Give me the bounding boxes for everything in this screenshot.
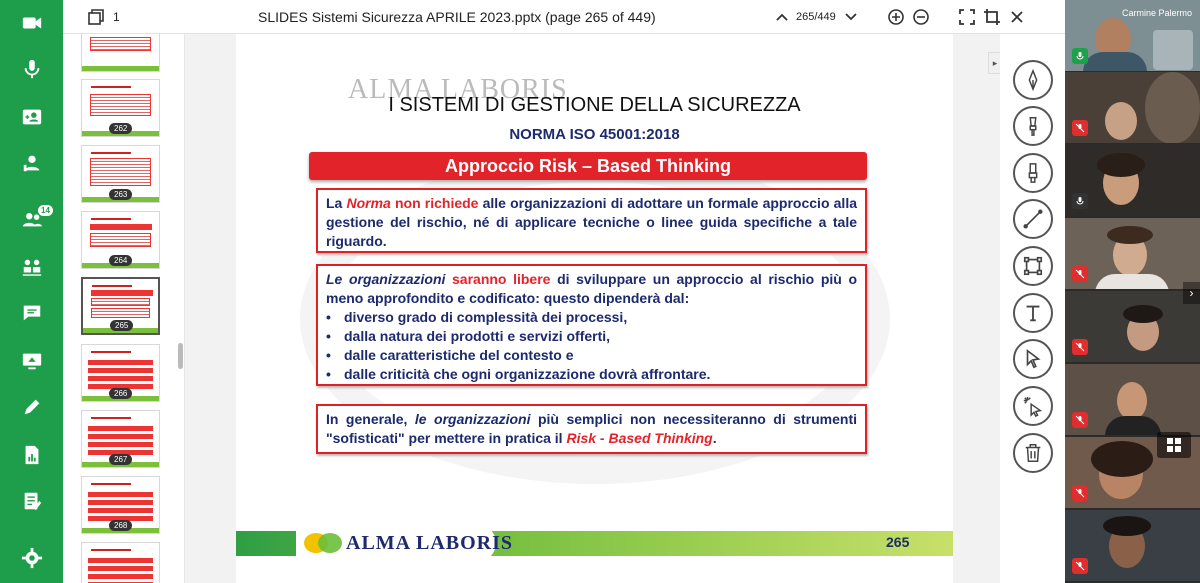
bullet-item: • dalle criticità che ogni organizzazione dovrà affrontare. [326, 366, 711, 382]
brush-tool-icon[interactable] [1013, 106, 1053, 146]
slide-footer-logo-text: ALMA LABORIS [346, 532, 514, 554]
pointer-tool-icon[interactable] [1013, 339, 1053, 379]
thumbnail-number: 263 [109, 189, 132, 200]
participant-tile[interactable] [1065, 510, 1200, 581]
thumbnails-scrollbar[interactable] [178, 343, 183, 369]
slide-thumbnail[interactable] [81, 410, 160, 468]
box3-organizzazioni: le organizzazioni [414, 411, 531, 427]
line-tool-icon[interactable] [1013, 199, 1053, 239]
box1-text: La [326, 195, 347, 211]
next-page-icon[interactable] [844, 0, 858, 34]
settings-icon[interactable] [0, 535, 63, 581]
microphone-off-icon [1072, 339, 1088, 355]
trash-icon[interactable] [1013, 433, 1053, 473]
annotation-toolbar [1000, 34, 1065, 583]
box1-text-rest: alle organizzazioni di adottare un formale approccio alla gestione del rischio, né di applicare tecniche o linee guida specifiche a tale riguardo. [326, 195, 857, 249]
thumbnail-number: 264 [109, 255, 132, 266]
document-title: SLIDES Sistemi Sicurezza APRILE 2023.pptx (page 265 of 449) [258, 9, 656, 25]
slide-thumbnail[interactable] [81, 542, 160, 583]
tools-expand-icon[interactable]: ▸ [988, 52, 1002, 74]
slide-box-3 [316, 404, 867, 454]
text-tool-icon[interactable] [1013, 293, 1053, 333]
slide-thumbnails-panel[interactable] [63, 34, 185, 583]
slide-banner: Approccio Risk – Based Thinking [309, 152, 867, 180]
slide-thumbnail[interactable] [81, 145, 160, 203]
slide-box-1 [316, 188, 867, 253]
box1-norma: Norma [346, 195, 391, 211]
document-toolbar [63, 0, 1065, 34]
microphone-on-icon [1072, 48, 1088, 64]
microphone-off-icon [1072, 266, 1088, 282]
screen-share-icon[interactable] [0, 338, 63, 384]
notes-icon[interactable] [0, 478, 63, 524]
slide-thumbnail[interactable] [81, 34, 160, 72]
add-user-icon[interactable] [0, 94, 63, 140]
pen-icon[interactable] [0, 384, 63, 430]
fit-screen-icon[interactable] [958, 0, 976, 34]
slide-thumbnail[interactable] [81, 211, 160, 269]
thumbnail-number: 265 [110, 320, 133, 331]
zoom-in-icon[interactable] [887, 0, 905, 34]
chevron-right-icon[interactable]: › [1183, 282, 1200, 304]
slide-canvas [236, 34, 953, 583]
thumbnail-number: 266 [109, 388, 132, 399]
slide-thumbnail-selected[interactable] [81, 277, 160, 335]
microphone-icon [1072, 193, 1088, 209]
pen-tool-icon[interactable] [1013, 60, 1053, 100]
previous-page-icon[interactable] [775, 0, 789, 34]
page-count-badge: 1 [113, 10, 120, 24]
box2-saranno-libere: saranno libere [445, 271, 551, 287]
microphone-off-icon [1072, 412, 1088, 428]
box2-organizzazioni: Le organizzazioni [326, 271, 446, 287]
participant-tile[interactable] [1065, 218, 1200, 289]
highlighter-tool-icon[interactable] [1013, 153, 1053, 193]
slide-box-2 [316, 264, 867, 386]
participants-count-badge: 14 [38, 205, 53, 216]
box2-text: di sviluppare un approccio al rischio più o meno approfondito e codificato: questo dipenderà dal: [326, 271, 858, 306]
grid-view-icon[interactable] [1157, 432, 1191, 458]
pages-icon[interactable] [87, 0, 105, 34]
crop-icon[interactable] [983, 0, 1001, 34]
close-icon[interactable] [1010, 0, 1024, 34]
box1-non-richiede: non richiede [390, 195, 479, 211]
chat-icon[interactable] [0, 290, 63, 336]
rectangle-tool-icon[interactable] [1013, 246, 1053, 286]
participant-tile[interactable] [1065, 291, 1200, 362]
video-camera-icon[interactable] [0, 0, 63, 46]
box3-risk-based: Risk - Based Thinking [566, 430, 713, 446]
participant-tile[interactable] [1065, 72, 1200, 143]
bullet-item: • dalla natura dei prodotti e servizi offerti, [326, 328, 611, 344]
rooms-icon[interactable] [0, 244, 63, 290]
box3-text-mid: più semplici non necessiteranno di strumenti "sofisticati" per mettere in pratica il [326, 411, 858, 446]
thumbnail-number: 268 [109, 520, 132, 531]
participants-icon[interactable] [0, 196, 63, 242]
slide-page-number: 265 [886, 534, 910, 550]
page-indicator[interactable]: 265/449 [796, 11, 836, 23]
slide-subtitle: NORMA ISO 45001:2018 [509, 126, 680, 143]
thumbnail-number: 267 [109, 454, 132, 465]
box3-text-end: . [712, 430, 717, 446]
thumbnail-number: 262 [109, 123, 132, 134]
slide-thumbnail[interactable] [81, 79, 160, 137]
microphone-off-icon [1072, 558, 1088, 574]
microphone-off-icon [1072, 120, 1088, 136]
participant-tile[interactable] [1065, 0, 1200, 71]
slide-top-logo: ALMA LABORIS [348, 74, 568, 105]
hands-logo-icon [302, 530, 346, 556]
slide-title: I SISTEMI DI GESTIONE DELLA SICUREZZA [388, 94, 801, 116]
microphone-off-icon [1072, 485, 1088, 501]
box3-text: In generale, [326, 411, 415, 427]
participants-panel [1065, 0, 1200, 583]
presenter-icon[interactable] [0, 140, 63, 186]
slide-thumbnail[interactable] [81, 476, 160, 534]
bullet-item: • dalle caratteristiche del contesto e [326, 347, 574, 363]
laser-pointer-icon[interactable] [1013, 386, 1053, 426]
app-sidebar [0, 0, 63, 583]
bullet-item: • diverso grado di complessità dei processi, [326, 309, 628, 325]
participant-name: Carmine Palermo [1121, 8, 1192, 18]
report-icon[interactable] [0, 432, 63, 478]
microphone-icon[interactable] [0, 46, 63, 92]
participant-tile[interactable] [1065, 364, 1200, 435]
slide-thumbnail[interactable] [81, 344, 160, 402]
zoom-out-icon[interactable] [912, 0, 930, 34]
participant-tile[interactable] [1065, 145, 1200, 216]
